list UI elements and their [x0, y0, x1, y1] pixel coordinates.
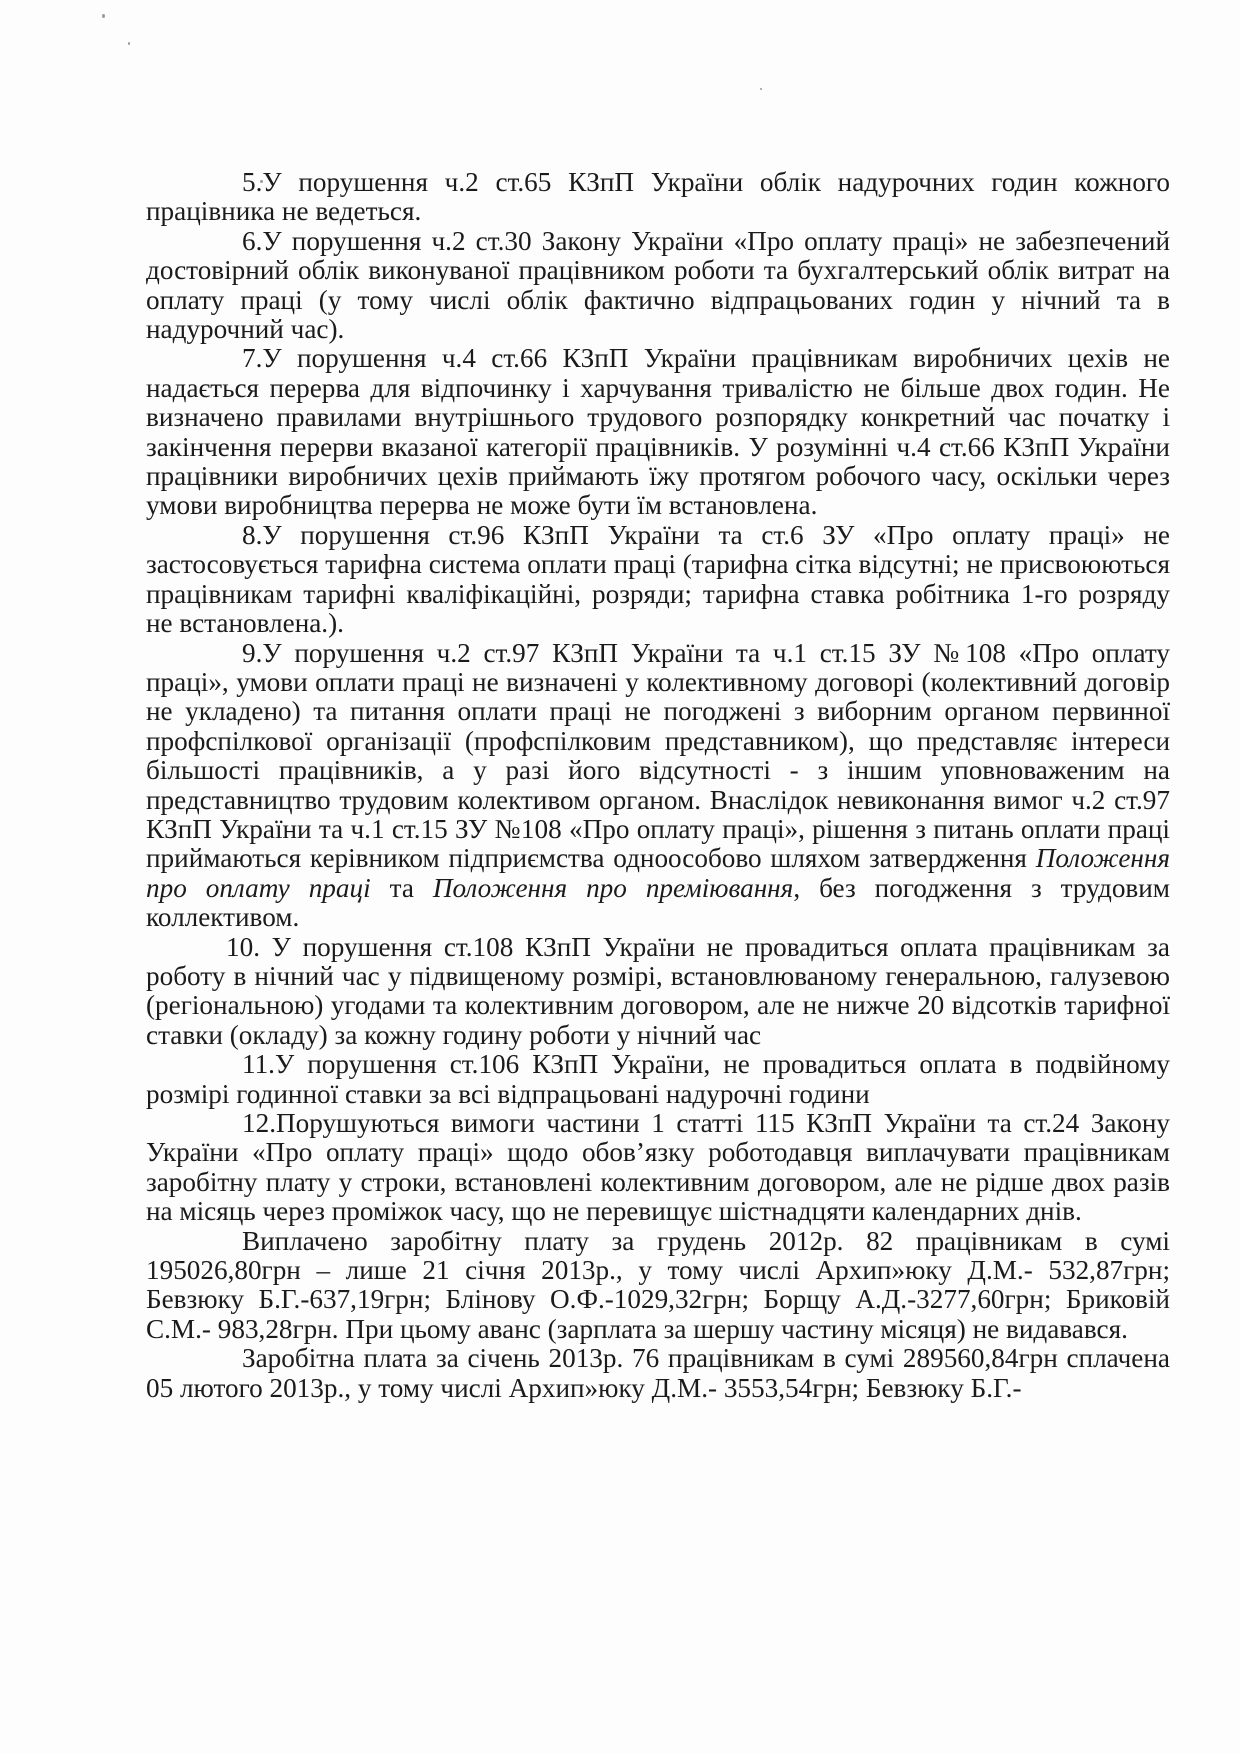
paragraph-9-italic-bonus-regulation: Положення про преміювання	[432, 872, 794, 903]
paragraph-9	[146, 639, 1170, 933]
paragraph-12: 12.Порушуються вимоги частини 1 статті 115 КЗпП України та ст.24 Закону України «Про оплату праці» щодо обов’язку роботодавця виплачувати працівникам заробітну плату у строки, встановлені колективним договором, але не рідше двох разів на місяць через проміжок часу, що не перевищує шістнадцяти календарних днів.	[146, 1108, 1170, 1227]
scan-speck	[102, 14, 105, 18]
paragraph-wages-december: Виплачено заробітну плату за грудень 2012р. 82 працівникам в сумі 195026,80грн – лише 21 січня 2013р., у тому числі Архип»юку Д.М.- 532,87грн; Бевзюку Б.Г.-637,19грн; Блінову О.Ф.-1029,32грн; Борщу А.Д.-3277,60грн; Бриковій С.М.- 983,28грн. При цьому аванс (зарплата за шершу частину місяця) не видавався.	[146, 1225, 1170, 1344]
paragraph-11: 11.У порушення ст.106 КЗпП України, не провадиться оплата в подвійному розмірі годинної ставки за всі відпрацьовані надурочні години	[146, 1049, 1170, 1109]
paragraph-9-text-before: 9.У порушення ч.2 ст.97 КЗпП України та ч.1 ст.15 ЗУ №108 «Про оплату праці», умови оплати праці не визначені у колективному договорі (колективний договір не укладено) та питання оплати праці не погоджені з виборним органом первинної профспілкової організації (профспілковим представником), що представляє інтереси більшості працівників, а у разі його відсутності - з іншим уповноваженим на представництво трудовим колективом органом. Внаслідок невиконання вимог ч.2 ст.97 КЗпП України та ч.1 ст.15 ЗУ №108 «Про оплату праці», рішення з питань оплати праці приймаються керівником підприємства одноособово шляхом затвердження	[146, 637, 1170, 874]
paragraph-10: 10. У порушення ст.108 КЗпП України не провадиться оплата працівникам за роботу в нічний час у підвищеному розмірі, встановлюваному генеральною, галузевою (регіональною) угодами та колективним договором, але не нижче 20 відсотків тарифної ставки (окладу) за кожну годину роботи у нічний час	[146, 931, 1170, 1050]
paragraph-9-text-middle: та	[370, 872, 433, 903]
document-body	[146, 168, 1170, 1403]
paragraph-7: 7.У порушення ч.4 ст.66 КЗпП України працівникам виробничих цехів не надається перерва для відпочинку і харчування тривалістю не більше двох годин. Не визначено правилами внутрішнього трудового розпорядку конкретний час початку і закінчення перерви вказаної категорії працівників. У розумінні ч.4 ст.66 КЗпП України працівники виробничих цехів приймають їжу протягом робочого часу, оскільки через умови виробництва перерва не може бути їм встановлена.	[146, 343, 1170, 521]
scan-speck	[128, 42, 130, 45]
paragraph-5: 5.У порушення ч.2 ст.65 КЗпП України облік надурочних годин кожного працівника не ведеться.	[146, 167, 1170, 227]
paragraph-6: 6.У порушення ч.2 ст.30 Закону України «Про оплату праці» не забезпечений достовірний облік виконуваної працівником роботи та бухгалтерський облік витрат на оплату праці (у тому числі облік фактично відпрацьованих годин у нічний та в надурочний час).	[146, 225, 1170, 345]
scan-speck	[760, 88, 762, 90]
paragraph-wages-january: Заробітна плата за січень 2013р. 76 працівникам в сумі 289560,84грн сплачена 05 лютого 2013р., у тому числі Архип»юку Д.М.- 3553,54грн; Бевзюку Б.Г.-	[146, 1343, 1170, 1403]
paragraph-9-italic-wage-regulation: Положення про оплату праці	[146, 843, 1170, 903]
paragraph-8: 8.У порушення ст.96 КЗпП України та ст.6 ЗУ «Про оплату праці» не застосовується тарифна система оплати праці (тарифна сітка відсутні; не присвоюються працівникам тарифні кваліфікаційні, розряди; тарифна ставка робітника 1-го розряду не встановлена.).	[146, 519, 1170, 639]
paragraph-9-text-after: , без погодження з трудовим коллективом.	[146, 872, 1171, 933]
